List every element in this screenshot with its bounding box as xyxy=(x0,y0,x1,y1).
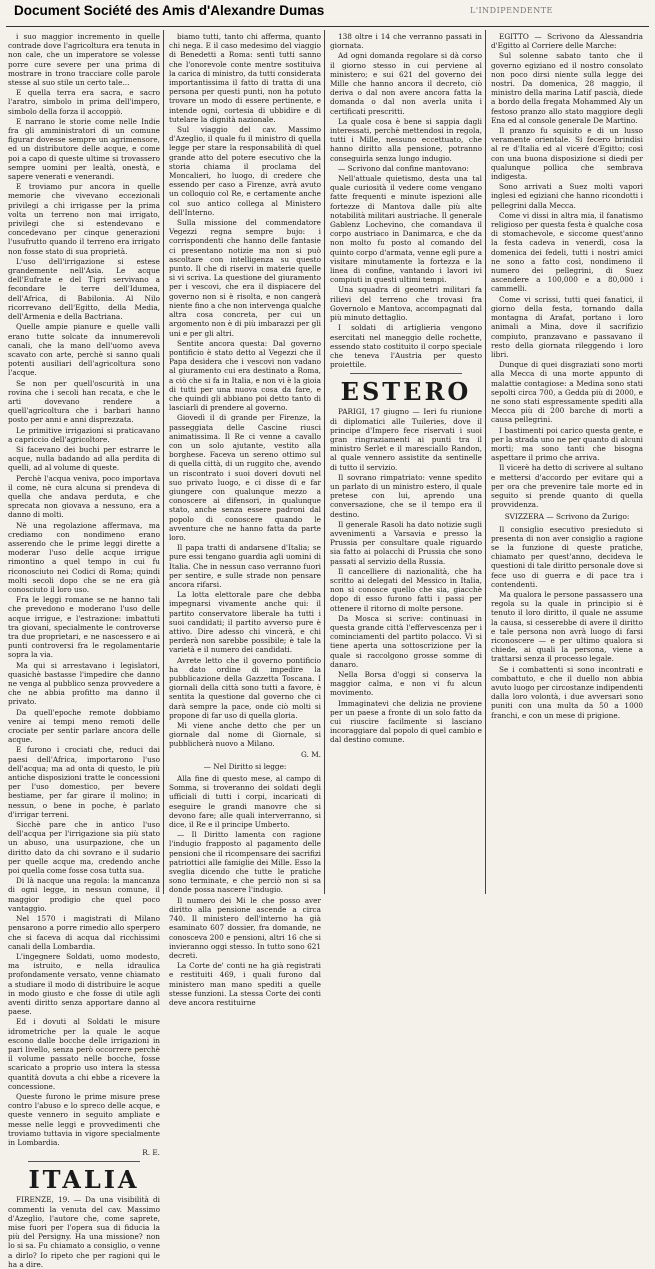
article-paragraph: E furono i crociati che, reduci dai paesi dell'Africa, importarono l'uso dell'acqua; ma ad onta di questo, le più antiche disposizioni tratte le concessioni per l'uso domestico, per bevere bestiame, per far girare il molino; in nessun, o bene in poche, è parlato d'irrigar terreni. xyxy=(8,745,160,819)
section-title-estero: ESTERO xyxy=(340,377,472,407)
column-3 xyxy=(330,32,482,892)
column-divider xyxy=(163,30,164,894)
article-paragraph: i suo maggior incremento in quelle contrade dove l'agricoltura era tenuta in non cale, che un imperatore se volesse porre cure severe per una prima di mostrare in trono tracciare colle parole stesse al suo stile un certo tale... xyxy=(8,32,160,88)
article-paragraph: Il cancelliere di nazionalità, che ha scritto ai delegati del Messico in Italia, non si conosce quello che sia, giacchè dopo di esso furono fatti i passi per ottenere il ritorno di molte persone. xyxy=(330,566,482,613)
article-paragraph: L'uso dell'irrigazione si estese grandemente nell'Asia. Le acque dell'Eufrate e del Tigri servivano a fecondare le terre dell'Idumea, dell'Africa, di Babilonia. Al Nilo ricorrevano dell'Egitto, della Media, dell'Armenia e della Bactriana. xyxy=(8,256,160,322)
separator xyxy=(350,373,462,374)
article-paragraph: Il consiglio esecutivo presieduto si presenta di non aver consiglio a ragione se la funzione di queste pratiche, chiamato per quest'anno, decideva le questioni di tale diritto personale dove si fece uso di guerra e di pace tra i contendenti. xyxy=(491,524,643,589)
article-paragraph: Sicchè pare che in antico l'uso dell'acqua per l'irrigazione sia più stato un abuso, una usurpazione, che un diritto dato da chi sovrano e il sudario per quelle acque ma, credendo anche poi quella come fosse cosa tutta sua. xyxy=(8,820,160,876)
article-paragraph: Quelle ampie pianure e quelle valli erano tutte solcate da innumerevoli canali, che la mano dell'uomo aveva scavato con arte, perchè si sanno quali potenti ausiliari dell'agricoltura sono l'acque. xyxy=(8,322,160,378)
column-divider xyxy=(324,30,325,894)
article-paragraph: Il vicerè ha detto di scrivere al sultano e mettersi d'accordo per evitare qui a per ora che prevenire tale morte ed in seguito si prende quanto di quella provvidenza. xyxy=(491,463,643,510)
article-paragraph: Una squadra di geometri militari fa rilievi del terreno che trovasi fra Governolo e Mantova, accompagnati dal più minuto dettaglio. xyxy=(330,285,482,323)
article-paragraph: E narrano le storie come nelle Indie fra gli amministratori di un comune figurar dovesse sempre un agrimensore, ed un distributore delle acque, e come poi a capo di queste ultime si trovassero sempre uomini per lealtà, onestà, e sapere venerati e venerandi. xyxy=(8,116,160,182)
article-paragraph: Sulla missione del commendatore Vegezzi regna sempre bujo: i corrispondenti che hanno delle fantasie ci presentano notizie ma non si può ascoltare con intelligenza su questo punto. Il che di riservi in materie quelle si vi scriva. La questione del giuramento per i vescovi, che era il dispiacere del governo non si è risolta, e non cangerà niente fino a che non intervenga qualche altra cosa concreta, per cui un argomento non è di più imbarazzi per gli uni e per gli altri. xyxy=(169,218,321,338)
article-paragraph: Immaginatevi che delizia ne proviene per un paese a fronte di un solo fatto da cui riuscire facilmente si lasciano incoraggiare dal popolo di quel cambio e dal destino comune. xyxy=(330,698,482,745)
article-paragraph: Il numero dei Mi le che posso aver diritto alla pensione ascende a circa 740. Il ministero dell'interno ha già esaminato 607 dossier, fra domande, ne conosceva 200 e pensioni, altri 16 che si invieranno oggi stesso. In tutto sono 621 decreti. xyxy=(169,895,321,960)
article-paragraph: E troviamo pur ancora in quelle memorie che vivevano eccezionali privilegi a chi irrigasse per la prima volta un terreno non mai irrigato, privilegi che si estendevano e concedevano per cinque generazioni l'usufrutto quando il terreno era irrigato non fosse stato di sua proprietà. xyxy=(8,182,160,256)
estero-dateline: PARIGI, 17 giugno — Ieri fu riunione di diplomatici alle Tuileries, dove il principe d'Impero fece riservati i suoi gran ringraziamenti ai punti tra il ministro Serlet e il maresciallo Randon, al quale vennero assistite da sentinelle di tutto il servizio. xyxy=(330,407,482,472)
article-paragraph: Nel 1570 i magistrati di Milano pensarono a porre rimedio allo sperpero che si faceva di acqua dal ricchissimi canali della Lombardia. xyxy=(8,914,160,951)
article-paragraph: biamo tutti, tanto chi afferma, quanto chi nega. E il caso medesimo del viaggio di Benedetti a Roma: sentì tutti sanno che l'onorevole conte mentre sostituiva la carica di ministro, da tutti considerata importantissima il fatto di tratta di una persona per questi punti, non ha potuto trovare un modo di essere pertinente, e intende ogni, cortesia di ubbidire e di tutelare la dignità nazionale. xyxy=(169,32,321,124)
article-paragraph: Nè una regolazione affermava, ma crediamo con nondimeno erano asserendo che le prime leggi dirette a moderar l'uso delle acque irrigue rimontino a quel tempo in cui fu riconosciuto nei Codici di Roma; quindi molti secoli dopo che se ne era già conosciuto il loro uso. xyxy=(8,520,160,594)
article-paragraph: Alla fine di questo mese, al campo di Somma, si troveranno dei soldati degli ufficiali di tutti i corpi, incaricati di eseguire le grandi manovre che si devono fare; alle quali interverranno, si dice, il Re e il principe Umberto. xyxy=(169,774,321,830)
article-paragraph: Da quell'epoche remote dobbiamo venire ai tempi meno remoti delle crociate per sentir parlare ancora delle acque. xyxy=(8,707,160,745)
column-3-articles xyxy=(330,32,482,369)
article-paragraph: Come vi scrissi, tutti quei fanatici, il giorno della festa, tornando dalla montagna di Arafat, portano i loro animali a Mina, dove il sacrifizio compiuto, pranzavano e passavano il resto della giornata rileggendo i loro libri. xyxy=(491,294,643,359)
svizzera-subhead: SVIZZERA — Scrivono da Zurigo: xyxy=(504,512,630,522)
article-paragraph: Giovedì il di grande per Firenze, la passeggiata delle Cascine riusci animatissima. Il Re ci venne a cavallo con un solo ajutante, vestito alla borghese. Faceva un sereno ottimo sul di quella città, di un ruggito che, avendo un riscontrato i suoi doveri dovuti nel suo privato luogo, e ci disse di e far giungere con qualunque mezzo a conoscere ai difensori, in qualunque stato, anche senza essere padroni dal popolo di conoscere quando le avventure che ne hanno fatta da parte loro. xyxy=(169,413,321,542)
article-paragraph: EGITTO — Scrivono da Alessandria d'Egitto al Corriere delle Marche: xyxy=(491,32,643,51)
newspaper-masthead: L'INDIPENDENTE xyxy=(470,6,553,15)
article-paragraph: Sul solenne sabato tanto che il governo egiziano ed il nostro consolato non poco dirsi niente sulla legge dei nostri. Da domenica, 28 maggio, il ministro della marina Latif pascià, diede a bordo della fregata Mohammed Aly un festoso pranzo allo stato maggiore degli Ena ed al console generale De Martino. xyxy=(491,51,643,125)
article-paragraph: Fra le leggi romane se ne hanno tali che prevedono e moderano l'uso delle acque irrigue, e l'estrazione: imbattuti tra giovani, specialmente le controverse tra due proprietari, e ne nascessero e ai punti controversi fra le regolamentarie sopra la via. xyxy=(8,595,160,660)
column-1 xyxy=(8,32,160,1269)
article-paragraph: La lotta elettorale pare che debba impegnarsi vivamente anche qui: il partito conservatore liberale ha tutti i suoi candidati; il partito avverso pure è attivo. Dire adesso chi vincerà, e chi perderà non sarebbe possibile; è tale la varietà e il numero dei candidati. xyxy=(169,590,321,655)
article-paragraph: Dunque di quei disgraziati sono morti alla Mecca di una morte appunto di malattie contagiose: a Medina sono stati sepolti circa 700, a Gedda più di 2000, e ne sono stati espressamente spediti alla Mecca più di 200 barche di morti a causa pellegrini. xyxy=(491,360,643,425)
column-3-estero-articles xyxy=(330,473,482,745)
article-paragraph: Queste furono le prime misure prese contro l'abuso e lo spreco delle acque, e queste vennero in seguito ampliate e messe nelle leggi e provvedimenti che troviamo tuttavia in vigore specialmente in Lombardia. xyxy=(8,1091,160,1147)
column-2-articles xyxy=(169,32,321,749)
diritto-subhead: — Nel Diritto si legge: xyxy=(203,761,287,771)
column-1-articles xyxy=(8,32,160,1147)
article-paragraph: 138 oltre i 14 che verranno passati in giornata. xyxy=(330,32,482,51)
article-paragraph: Le primitive irrigazioni si praticavano a capriccio dell'agricoltore. xyxy=(8,425,160,444)
article-paragraph: La quale cosa è bene si sappia dagli interessati, perchè mettendosi in regola, tutti i Mille, nessuno eccettuato, che hanno diritto alla pensione, potranno conseguirla senza lungo indugio. xyxy=(330,116,482,163)
column-2 xyxy=(169,32,321,1007)
article-paragraph: Mi viene anche detto che per un giornale dal nome di Giornale, si pubblicherà nuovo a Milano. xyxy=(169,721,321,749)
article-paragraph: Ed i dovuti al Soldati le misure idrometriche per la quale le acque escono dalle bocche delle irrigazioni in pari livello, senza però occorrere perchè il volume passato nelle bocche, fosse scaricato a proprio uso intera la stessa quantità dovuta a chi ebbe a ricevere la concessione. xyxy=(8,1017,160,1091)
column-2-diritto-articles xyxy=(169,774,321,1007)
article-paragraph: I bastimenti poi carico questa gente, e per la strada uno ne per quanto di alcuni morti; ma sono tanti che bisogna aspettare il primo che arriva. xyxy=(491,425,643,463)
article-paragraph: Da Mosca si scrive: continuasi in questa grande città l'effervescenza per i cominciamenti del partito polacco. Vi si tiene aperta una sottoscrizione per la quale si raccolgono grosse somme di danaro. xyxy=(330,613,482,669)
article-paragraph: Ad ogni domanda regolare si dà corso il giorno stesso in cui perviene al ministero; e sui 621 del governo dei Mille che hanno ancora il decreto, ciò deriva o dal non avere ancora fatta la domanda o dal non averla unita i certificati prescritti. xyxy=(330,51,482,116)
article-paragraph: Il generale Rasoli ha dato notizie sugli avvenimenti a Varsavia e presso la Prussia per consultare quale riguardo sia fatto ai polacchi di Prussia che sono passati al servizio della Russia. xyxy=(330,519,482,566)
article-signoff: R. E. xyxy=(142,1148,160,1158)
article-paragraph: L'ingegnere Soldati, uomo modesto, ma istruito, e nella idraulica profondamente versato, venne chiamato a studiare il modo di distribuire le acque in modo giusto e che fosse di utile agli aventi diritto senza apportare danno al paese. xyxy=(8,951,160,1017)
column-4-articles xyxy=(491,32,643,509)
section-title-italia: ITALIA xyxy=(28,1165,140,1195)
article-paragraph: E quella terra era sacra, e sacro l'aratro, simbolo in prima dell'impero, simbolo della forza il accoppiò. xyxy=(8,88,160,116)
article-paragraph: Il sovrano rimpatriato: venne spedito un parlato di un ministro estero, il quale pretese con lui, aprendo una conversazione, che se il tempo era il destino. xyxy=(330,472,482,519)
article-paragraph: Ma qualora le persone passassero una regola su la quale in principio si è tenuto il loro diritto, il quale ne assume la causa, si cesserebbe di avere il diritto e tale persona non avrà luogo di farsi riconoscere — e per ultimo qualora si chiede, ai quali la persona, viene a trattarsi senza il processo legale. xyxy=(491,589,643,664)
article-paragraph: — Il Diritto lamenta con ragione l'indugio frapposto al pagamento delle pensioni che il ricompensare dei sacrifizi patriottici alle famiglie dei Mille. Esso la sveglia dicendo che tutte le pratiche sono terminate, e che perciò non si sa donde possa nascere l'indugio. xyxy=(169,830,321,895)
article-paragraph: Come vi dissi in altra mia, il fanatismo religioso per questa festa è qualche cosa di stomachevole, e siccome quest'anno la festa cadeva in venerdì, cosa la domenica dei fedeli, tutti i nostri amici ne sono a fatto così, nondimeno il numero dei pellegrini, di Suez ascendere a 100,000 e a 80,000 i cammelli. xyxy=(491,210,643,294)
article-paragraph: Ma qui si arrestavano i legislatori, quasichè bastasse l'impedire che danno ne venga al pubblico senza provvedere a che ne abbia profitto ma danno il privato. xyxy=(8,660,160,707)
column-4 xyxy=(491,32,643,892)
article-paragraph: Nell'attuale quietismo, desta una tal quale curiosità il vedere come vengano fatte frequenti e minute ispezioni alle fortezze di Mantova dalle più alte notabilità militari austriache. Il generale Gablenz Lochevino, che comandava il corpo austriaco in Danimarca, e che da non molto fu posto al comando del quinto corpo d'armata, venne egli pure a visitare minutamente la fortezza e la linea di confine, vantando i lavori ivi compiuti in questi ultimi tempi. xyxy=(330,174,482,285)
column-4-svizzera-articles xyxy=(491,525,643,720)
article-paragraph: Nella Borsa d'oggi si conserva la maggior calma, e non vi fu alcun movimento. xyxy=(330,670,482,698)
article-paragraph: Se i combattenti si sono incontrati e combattuto, e che il duello non abbia avuto luogo per circostanze indipendenti dalla loro volontà, i due avversari sono puniti con una multa da 50 a 1000 franchi, e con un mese di prigione. xyxy=(491,664,643,720)
article-paragraph: Si facevano dei buchi per estrarre le acque, nulla badando ad alla perdita di quelli, ad al volume di queste. xyxy=(8,444,160,473)
top-rule xyxy=(6,26,649,27)
article-paragraph: Il papa tratti di andarsene d'Italia; se pure essi tengano guardia agli uomini di Italia. Che in nessun caso verranno fuori per sentire, e sulle strade non pensare ancora rifarsi. xyxy=(169,543,321,589)
italia-dateline: FIRENZE, 19. — Da una visibilità di commenti la venuta del cav. Massimo d'Azeglio, l'autore che, come saprete, mise fuori per l'opera sua di fiducia la più del Persigny. Ha una missione? non lo si sa. Fu chiamato a consiglio, o venne a dirlo? Io ripeto che per ragioni qui le ha a dire. xyxy=(8,1195,160,1269)
article-paragraph: Perchè l'acqua veniva, poco importava il come, nè cura alcuna si prendeva di quella che andava perduta, e che sprecata non giovava a nessuno, era a danno di molti. xyxy=(8,473,160,520)
article-paragraph: Sentite ancora questa: Dal governo pontificio è stato detto al Vegezzi che il Papa desidera che i vescovi non vadano al giuramento cui era destinato a Roma, a ciò che si fa in Italia, e non vi è la gioia di tutti per una nuova cosa da fare, e che quindi gli abbiano poi detto tanto di lasciarli di prendere al governo. xyxy=(169,338,321,413)
document-banner: Document Société des Amis d'Alexandre Dumas xyxy=(0,0,655,22)
article-paragraph: — Scrivono dal confine mantovano: xyxy=(338,163,469,173)
separator xyxy=(28,1161,140,1162)
article-paragraph: La Corte de' conti ne ha già registrati e restituiti 469, i quali furono dal ministero man mano spediti a quelle stesse funzioni. La stessa Corte dei conti deve ancora restituirne xyxy=(169,961,321,1007)
article-paragraph: Se non per quell'oscurità in una rovina che i secoli han recata, e che le arti dovevano rendere a quell'agricoltura che i barbari hanno posto per anni e anni disprezzata. xyxy=(8,378,160,425)
article-paragraph: Avrete letto che il governo pontificio ha dato ordine di impedire la pubblicazione della Gazzetta Toscana. I giornali della città sono tutti a favore, è sentita la questione dal governo che ci darà sempre la pace, onde ciò molti si propone di far uso di quella gloria. xyxy=(169,655,321,720)
article-paragraph: Di là nacque una regola: la mancanza di ogni legge, in nessun comune, il maggior prodigio che quel poco vantaggio. xyxy=(8,876,160,913)
article-signoff: G. M. xyxy=(301,749,321,759)
article-paragraph: Sono arrivati a Suez molti vapori inglesi ed egiziani che hanno ricondotti i pellegrini dalla Mecca. xyxy=(491,182,643,210)
article-paragraph: Sul viaggio del cav. Massimo d'Azeglio, il quale fu il ministro di quella legge per stare la responsabilità di quel grande atto del potere esecutivo che la storia chiama il proclama del Moncalieri, ho luogo, di credere che essendo per caso a Firenze, avrà avuto un colloquio col Re, e certamente anche col suo antico collega al Ministero dell'Interno. xyxy=(169,125,321,217)
article-paragraph: Il pranzo fu squisito e di un lusso veramente orientale. Si fecero brindisi al re d'Italia ed al vicerè d'Egitto; così con una buona disposizione si diedi per qualunque pollica che sembrava indigesta. xyxy=(491,126,643,182)
article-paragraph: I soldati di artiglieria vengono esercitati nel maneggio delle rochette, essendo stato costituito il corpo speciale che teneva l'Austria per questo proiettile. xyxy=(330,323,482,370)
column-divider xyxy=(485,30,486,894)
